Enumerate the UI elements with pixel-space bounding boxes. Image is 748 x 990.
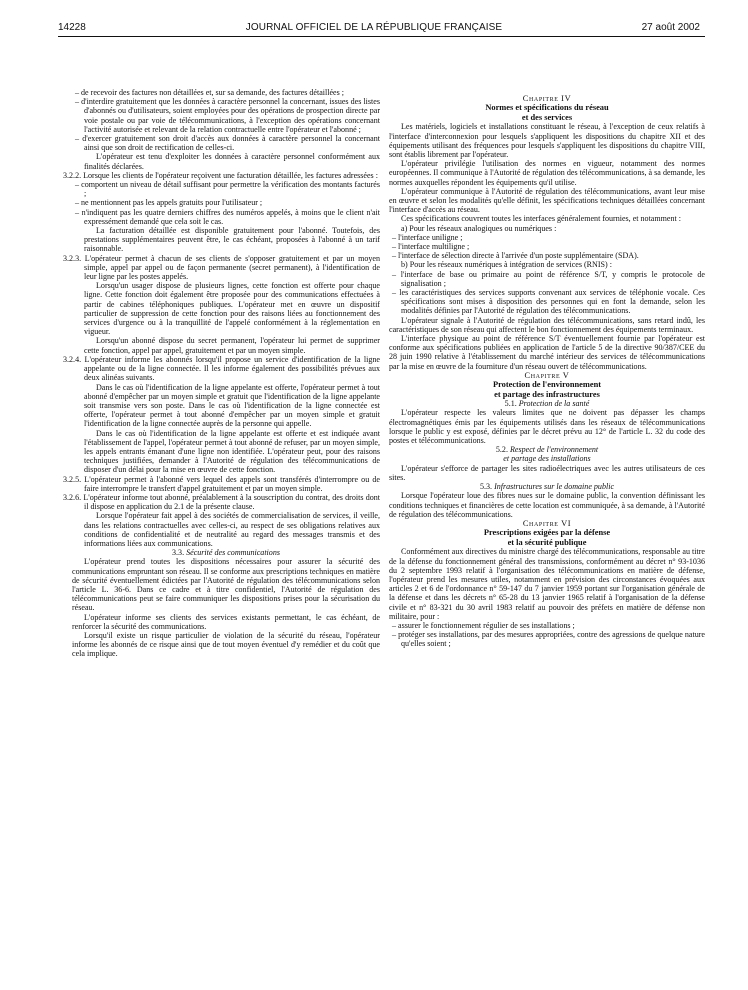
paragraph: Lorsqu'un abonné dispose du secret permanent, l'opérateur lui permet de supprimer cette fonction, appel par appel, gratuitement et par un moyen simple. — [84, 336, 380, 355]
list-item: – l'interface uniligne ; — [392, 232, 463, 242]
left-column — [63, 88, 380, 659]
list-heading: a) Pour les réseaux analogiques ou numériques : — [401, 223, 557, 233]
section-number: 3.3. — [172, 548, 185, 558]
chapter-label: Chapitre V — [524, 370, 570, 380]
article-3-2-6: 3.2.6. L'opérateur informe tout abonné, préalablement à la souscription du contrat, des droits dont il dispose en application du 2.1 de la présente clause. — [63, 492, 380, 512]
article-3-2-3: 3.2.3. L'opérateur permet à chacun de ses clients de s'opposer gratuitement et par un moyen simple, appel par appel ou de façon permanente (secret permanent), à l'identification de leur ligne par les postes appelés. — [63, 253, 380, 282]
paragraph: La facturation détaillée est disponible gratuitement pour l'abonné. Toutefois, des prestations supplémentaires peuvent être, le cas échéant, proposées à l'abonné à un tarif raisonnable. — [84, 226, 380, 254]
chapter-title-line: et des services — [521, 112, 573, 122]
paragraph: Lorsque l'opérateur fait appel à des sociétés de commercialisation de services, il veille, dans les relations contractuelles avec celles-ci, au respect de ses obligations relatives aux conditions de confidentialité et de neutralité au regard des messages transmis et des informations liées aux communications. — [84, 511, 380, 548]
paragraph: L'opérateur prend toutes les dispositions nécessaires pour assurer la sécurité des communications empruntant son réseau. Il se conforme aux prescriptions techniques en matière de sécurité éventuellement édictées par l'Autorité de régulation des télécommunications selon l'article L. 36-6. Dans ce cadre et à titre confidentiel, l'Autorité de régulation des télécommunications peut se faire communiquer les dispositions prises pour la sécurisation du réseau. — [72, 557, 380, 613]
paragraph: L'interface physique au point de référence S/T éventuellement fournie par l'opérateur est conforme aux spécifications publiées en application de l'article 5 de la directive 90/387/CEE du 28 juin 1990 relative à l'établissement du marché intérieur des services de télécommunications par la mise en œuvre de la fourniture d'un réseau ouvert de télécommunications. — [389, 334, 705, 371]
chapter-title — [389, 103, 705, 122]
list-heading: b) Pour les réseaux numériques à intégration de services (RNIS) : — [401, 260, 612, 270]
chapter-title — [389, 528, 705, 547]
paragraph: L'opérateur informe ses clients des services existants permettant, le cas échéant, de renforcer la sécurité des communications. — [72, 612, 380, 631]
chapter-label: Chapitre IV — [522, 94, 572, 103]
header-rule — [58, 36, 705, 37]
paragraph: Les matériels, logiciels et installations constituant le réseau, à l'exception de ceux relatifs à l'interface d'interconnexion pour lesquels s'appliquent les dispositions du chapitre XII et des équipements utilisant des fréquences pour lesquels s'appliquent les dispositions du chapitre VIII, sont établis librement par l'opérateur. — [389, 122, 705, 159]
chapter-label: Chapitre VI — [522, 518, 572, 528]
list-item: – assurer le fonctionnement régulier de ses installations ; — [392, 620, 575, 630]
section-title: Sécurité des communications — [186, 548, 280, 558]
chapter-title-line: Protection de l'environnement — [492, 380, 602, 390]
paragraph: Ces spécifications couvrent toutes les interfaces généralement fournies, et notamment : — [401, 214, 681, 224]
section-title: et partage des installations — [503, 454, 591, 464]
list-item: – les caractéristiques des services supports convenant aux services de téléphonie vocale. Ces spécifications sont mises à disposition des personnes qui en font la demande, selon les modalités définies par l'Autorité de régulation des télécommunications. — [392, 288, 705, 316]
list-item: – n'indiquent pas les quatre derniers chiffres des numéros appelés, à moins que le client n'ait expressément demandé que cela soit le cas. — [75, 207, 380, 226]
list-item: – ne mentionnent pas les appels gratuits pour l'utilisateur ; — [75, 198, 263, 208]
page-number: 14228 — [58, 22, 86, 33]
paragraph: Dans le cas où l'identification de la ligne appelante est offerte, l'opérateur permet à tout abonné d'empêcher par un moyen simple et gratuit que l'identification de la ligne appelante soit transmise vers son poste. Dans le cas où l'identification de la ligne connectée est offerte, l'opérateur permet à tout abonné d'empêcher par un moyen simple et gratuit l'identification de la ligne connectée auprès de la personne qui appelle. — [84, 382, 380, 429]
list-item: – protéger ses installations, par des mesures appropriées, contre des agressions de quelque nature qu'elles soient ; — [392, 630, 705, 649]
chapter-title-line: Normes et spécifications du réseau — [485, 103, 609, 113]
paragraph: Dans le cas où l'identification de la ligne appelante est offerte et est indiquée avant l'établissement de l'appel, l'opérateur permet à tout abonné de refuser, par un moyen simple, les appels entrants émanant d'une ligne non identifiée. L'opérateur peut, pour des raisons techniques justifiées, demander à l'Autorité de régulation des télécommunications de disposer d'un délai pour la mise en œuvre de cette fonction. — [84, 428, 380, 475]
section-title: Infrastructures sur le domaine public — [494, 482, 615, 492]
section-number: 5.1. — [504, 399, 517, 409]
list-item: – comportent un niveau de détail suffisant pour permettre la vérification des montants facturés ; — [75, 180, 380, 199]
article-3-2-5: 3.2.5. L'opérateur permet à l'abonné vers lequel des appels sont transférés d'interrompre ou de faire interrompre le transfert d'appel gratuitement et par un moyen simple. — [63, 474, 380, 493]
paragraph: Conformément aux directives du ministre chargé des télécommunications, responsable au titre de la défense du fonctionnement général des transmissions, conformément au décret n° 93-1036 du 2 septembre 1993 relatif à l'organisation des télécommunications en matière de défense, l'opérateur prend les mesures utiles, notamment en prévision des circonstances évoquées aux articles 2 et 6 de l'ordonnance n° 59-147 du 7 janvier 1959 portant sur l'organisation générale de la défense et dans les décrets n° 65-28 du 13 janvier 1965 relatif à l'organisation de la défense civile et n° 83-321 du 30 avril 1983 relatif au pouvoir des préfets en matière de défense non militaire, pour : — [389, 547, 705, 621]
paragraph: Lorsqu'un usager dispose de plusieurs lignes, cette fonction est offerte pour chaque ligne. Cette fonction doit également être proposée pour des communications effectuées à partir de cabines téléphoniques publiques. L'opérateur met en œuvre un dispositif particulier de suppression de cette fonction pour des raisons liées au fonctionnement des services d'urgence ou à la tranquillité de l'appelé conformément à la réglementation en vigueur. — [84, 281, 380, 337]
paragraph: Lorsqu'il existe un risque particulier de violation de la sécurité du réseau, l'opérateur informe les abonnés de ce risque ainsi que de tout moyen éventuel d'y remédier et du coût que cela implique. — [72, 630, 380, 659]
paragraph: L'opérateur communique à l'Autorité de régulation des télécommunications, avant leur mise en œuvre et selon les modalités qu'elle définit, les spécifications techniques détaillées concernant l'interface d'accès au réseau. — [389, 186, 705, 215]
paragraph: L'opérateur s'efforce de partager les sites radioélectriques avec les autres utilisateurs de ces sites. — [389, 463, 705, 482]
list-item: – de recevoir des factures non détaillées et, sur sa demande, des factures détaillées ; — [75, 88, 345, 97]
paragraph: L'opérateur signale à l'Autorité de régulation des télécommunications, sans retard indû, les caractéristiques de son réseau qui affectent le bon fonctionnement des équipements terminaux. — [389, 315, 705, 334]
list-item: – d'interdire gratuitement que les données à caractère personnel la concernant, issues des listes d'abonnés ou d'utilisateurs, soient employées pour des opérations de prospection directe par voie postale ou par voie de télécommunications, à l'exception des opérations concernant l'activité autorisée et relevant de la relation contractuelle entre l'opérateur et l'abonné ; — [75, 97, 380, 134]
issue-date: 27 août 2002 — [641, 22, 700, 33]
section-heading-3-3 — [72, 548, 380, 557]
paragraph: L'opérateur est tenu d'exploiter les données à caractère personnel conformément aux finalités déclarées. — [84, 152, 380, 171]
section-number: 5.2. — [495, 445, 508, 455]
chapter-title-line: et partage des infrastructures — [494, 389, 600, 399]
section-heading-5-1 — [389, 399, 705, 408]
list-item: – l'interface multiligne ; — [392, 242, 470, 252]
chapter-title-line: Prescriptions exigées par la défense — [483, 528, 611, 538]
section-heading-5-3 — [389, 482, 705, 491]
paragraph: L'opérateur respecte les valeurs limites que ne doivent pas dépasser les champs électromagnétiques émis par les équipements utilisés dans les réseaux de télécommunications lorsque le public y est exposé, définies par le décret prévu au 12° de l'article L. 32 du code des postes et télécommunications. — [389, 408, 705, 446]
list-item: – l'interface de sélection directe à l'arrivée d'un poste supplémentaire (SDA). — [392, 251, 639, 261]
journal-title: JOURNAL OFFICIEL DE LA RÉPUBLIQUE FRANÇAISE — [245, 22, 503, 33]
section-title: Respect de l'environnement — [509, 445, 599, 455]
section-title: Protection de la santé — [518, 399, 590, 409]
right-column — [389, 88, 705, 649]
list-item: – d'exercer gratuitement son droit d'accès aux données à caractère personnel la concernant ainsi que son droit de rectification de celles-ci. — [75, 134, 380, 153]
article-3-2-2: 3.2.2. Lorsque les clients de l'opérateur reçoivent une facturation détaillée, les factures adressées : — [63, 170, 378, 180]
section-number: 5.3. — [479, 482, 493, 492]
list-item: – l'interface de base ou primaire au point de référence S/T, y compris le protocole de signalisation ; — [392, 269, 705, 288]
paragraph: L'opérateur privilégie l'utilisation des normes en vigueur, notamment des normes européennes. Il communique à l'Autorité de régulation des télécommunications, à sa demande, les normes auxquelles répondent les équipements qu'il utilise. — [389, 159, 705, 187]
section-heading-5-2 — [389, 445, 705, 463]
chapter-title — [389, 380, 705, 399]
chapter-title-line: et la sécurité publique — [507, 537, 587, 547]
article-3-2-4: 3.2.4. L'opérateur informe les abonnés lorsqu'il propose un service d'identification de la ligne appelante ou de la ligne connectée. Il les informe également des possibilités prévues aux deux alinéas suivants. — [63, 354, 380, 383]
paragraph: Lorsque l'opérateur loue des fibres nues sur le domaine public, la convention définissant les conditions techniques et financières de cette location est communiquée, à sa demande, à l'Autorité de régulation des télécommunications. — [389, 491, 705, 519]
